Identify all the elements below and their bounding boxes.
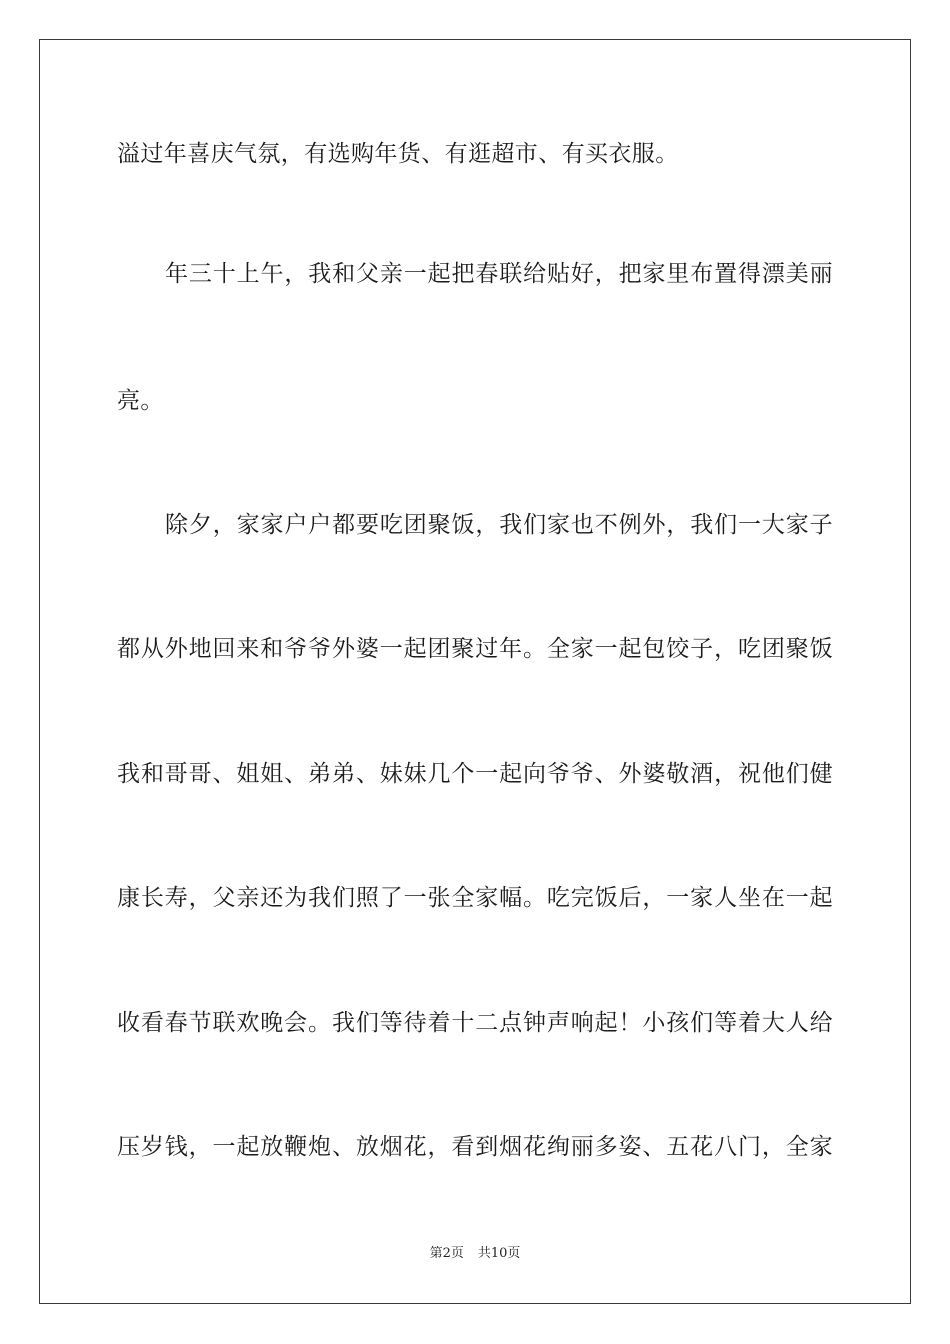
text-line-3: 亮。	[117, 388, 164, 414]
text-line-8: 收看春节联欢晚会。我们等待着十二点钟声响起！小孩们等着大人给	[117, 1010, 833, 1036]
text-line-2: 年三十上午，我和父亲一起把春联给贴好，把家里布置得漂美丽	[165, 261, 833, 287]
page-number: 第2页	[429, 1246, 464, 1261]
page-footer	[0, 1245, 950, 1263]
text-line-1: 溢过年喜庆气氛，有选购年货、有逛超市、有买衣服。	[117, 141, 679, 167]
page-border	[39, 39, 911, 1304]
text-line-4: 除夕，家家户户都要吃团聚饭，我们家也不例外，我们一大家子	[165, 512, 833, 538]
text-line-7: 康长寿，父亲还为我们照了一张全家幅。吃完饭后，一家人坐在一起	[117, 885, 833, 911]
text-line-9: 压岁钱，一起放鞭炮、放烟花，看到烟花绚丽多姿、五花八门，全家	[117, 1134, 833, 1160]
text-line-5: 都从外地回来和爷爷外婆一起团聚过年。全家一起包饺子，吃团聚饭	[117, 636, 833, 662]
text-line-6: 我和哥哥、姐姐、弟弟、妹妹几个一起向爷爷、外婆敬酒，祝他们健	[117, 761, 833, 787]
page-total: 共10页	[477, 1246, 521, 1261]
